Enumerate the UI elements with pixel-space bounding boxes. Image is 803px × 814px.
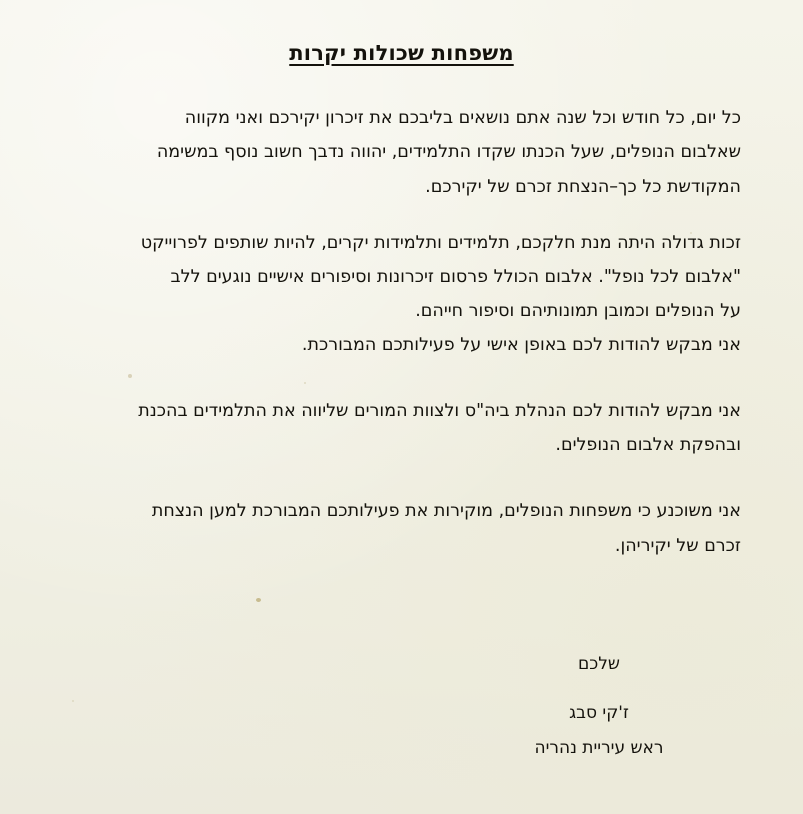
paragraph-line: אני מבקש להודות לכם באופן אישי על פעילותכם המבורכת.	[301, 335, 741, 356]
paragraph-line: כל יום, כל חודש וכל שנה אתם נושאים בליבכם את זיכרון יקירכם ואני מקווה	[184, 108, 741, 129]
paragraph-line: זכות גדולה היתה מנת חלקכם, תלמידים ותלמידות יקרים, להיות שותפים לפרוייקט	[140, 232, 741, 253]
paragraph-4	[62, 494, 741, 562]
paper-speckle	[72, 700, 74, 702]
signature-closing: שלכם	[578, 654, 620, 675]
signature-spacer	[499, 682, 699, 696]
paragraph-2	[62, 226, 741, 363]
signature-name: ז'קי סבג	[569, 703, 629, 724]
paper-speckle	[304, 382, 306, 384]
paragraph-line: ובהפקת אלבום הנופלים.	[555, 435, 741, 456]
paper-speckle	[690, 232, 692, 234]
paragraph-line: המקודשת כל כך–הנצחת זכרם של יקירכם.	[425, 176, 741, 197]
paragraph-spacer	[62, 384, 741, 394]
paragraph-line: אני משוכנע כי משפחות הנופלים, מוקירות את פעילותכם המבורכת למען הנצחת	[151, 501, 741, 522]
signature-block	[499, 647, 699, 766]
paragraph-line: שאלבום הנופלים, שעל הכנתו שקדו התלמידים, יהווה נדבך חשוב נוסף במשימה	[156, 142, 741, 163]
paper-speckle	[256, 598, 261, 602]
paragraph-line: על הנופלים וכמובן תמונותיהם וסיפור חייהם.	[415, 300, 741, 321]
letter-body	[62, 101, 741, 562]
page-title: משפחות שכולות יקרות	[289, 41, 514, 65]
paper-speckle	[128, 374, 132, 378]
paragraph-line: זכרם של יקיריהן.	[614, 535, 741, 556]
paragraph-3	[62, 394, 741, 462]
paragraph-line: אני מבקש להודות לכם הנהלת ביה"ס ולצוות המורים שליווה את התלמידים בהכנת	[138, 401, 741, 422]
paragraph-1	[62, 101, 741, 203]
paragraph-spacer	[62, 484, 741, 494]
paragraph-line: "אלבום לכל נופל". אלבום הכולל פרסום זיכרונות וסיפורים אישיים נוגעים ללב	[170, 266, 741, 287]
signature-role: ראש עיריית נהריה	[534, 738, 664, 759]
